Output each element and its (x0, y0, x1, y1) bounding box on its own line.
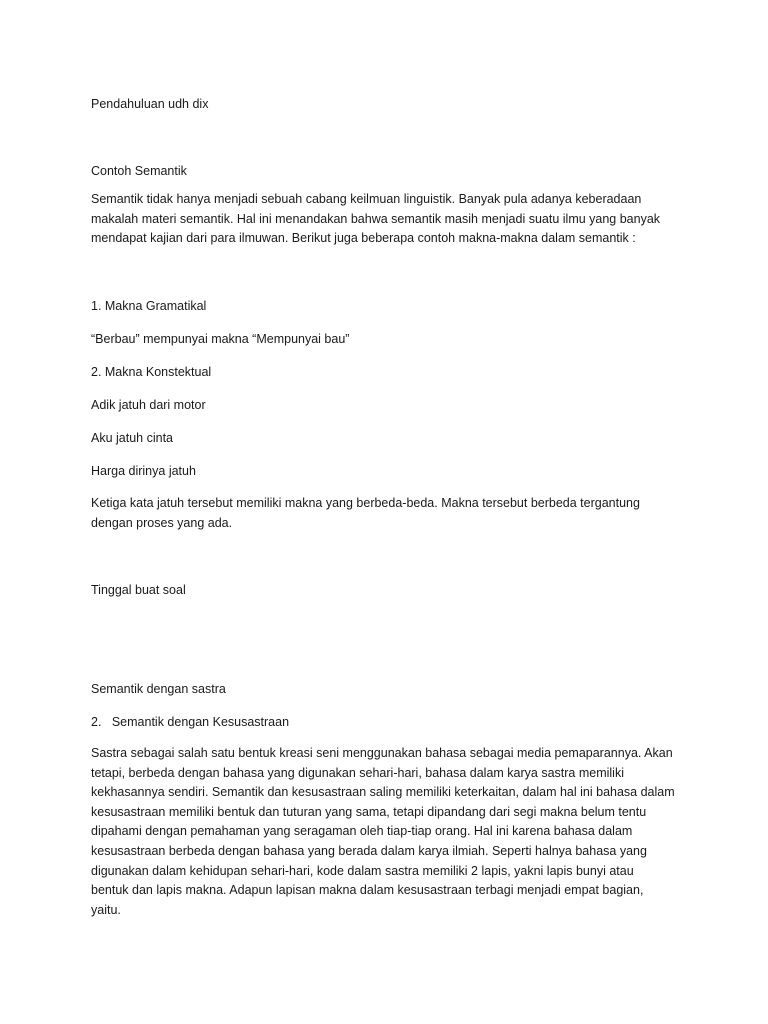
paragraph-line: dipahami dengan pemahaman yang seragaman oleh tiap-tiap orang. Hal ini karena bahasa dalam (91, 824, 633, 839)
paragraph-line: Sastra sebagai salah satu bentuk kreasi seni menggunakan bahasa sebagai media pemaparannya. Akan (91, 746, 673, 760)
paragraph-line: kekhasannya sendiri. Semantik dan kesusastraan saling memiliki keterkaitan, dalam hal ini bahasa dalam (91, 785, 675, 800)
section2-subtitle: 2. Semantik dengan Kesusastraan (91, 715, 290, 729)
paragraph-line: Semantik tidak hanya menjadi sebuah cabang keilmuan linguistik. Banyak pula adanya keberadaan (91, 192, 642, 206)
section1-paragraph (91, 190, 691, 249)
item2-example: Adik jatuh dari motor (91, 398, 206, 412)
paragraph-line: mendapat kajian dari para ilmuwan. Berikut juga beberapa contoh makna-makna dalam semantik : (91, 231, 636, 246)
item2-example: Harga dirinya jatuh (91, 464, 196, 478)
item1-example: “Berbau” mempunyai makna “Mempunyai bau” (91, 332, 350, 346)
item2-paragraph (91, 494, 691, 533)
section2-title: Semantik dengan sastra (91, 682, 226, 696)
paragraph-line: tetapi, berbeda dengan bahasa yang digunakan sehari-hari, bahasa dalam karya sastra memiliki (91, 765, 624, 780)
item2-title: 2. Makna Konstektual (91, 365, 212, 379)
paragraph-line: kesusastraan berbeda dengan bahasa yang berada dalam karya ilmiah. Seperti halnya bahasa yang (91, 843, 647, 858)
paragraph-line: yaitu. (91, 902, 121, 917)
paragraph-line: makalah materi semantik. Hal ini menandakan bahwa semantik masih menjadi suatu ilmu yang banyak (91, 211, 661, 226)
intro-heading: Pendahuluan udh dix (91, 97, 209, 111)
section1-title: Contoh Semantik (91, 164, 187, 178)
paragraph-line: digunakan dalam kehidupan sehari-hari, kode dalam sastra memiliki 2 lapis, yakni lapis bunyi atau (91, 863, 634, 878)
item2-example: Aku jatuh cinta (91, 431, 173, 445)
paragraph-line: Ketiga kata jatuh tersebut memiliki makna yang berbeda-beda. Makna tersebut berbeda tergantung (91, 496, 640, 510)
paragraph-line: kesusastraan memiliki bentuk dan tuturan yang sama, tetapi dipandang dari segi makna belum tentu (91, 804, 647, 819)
paragraph-line: bentuk dan lapis makna. Adapun lapisan makna dalam kesusastraan terbagi menjadi empat bagian, (91, 883, 644, 898)
note-text: Tinggal buat soal (91, 583, 186, 597)
paragraph-line: dengan proses yang ada. (91, 515, 233, 530)
item1-title: 1. Makna Gramatikal (91, 299, 207, 313)
section2-paragraph (91, 744, 691, 920)
